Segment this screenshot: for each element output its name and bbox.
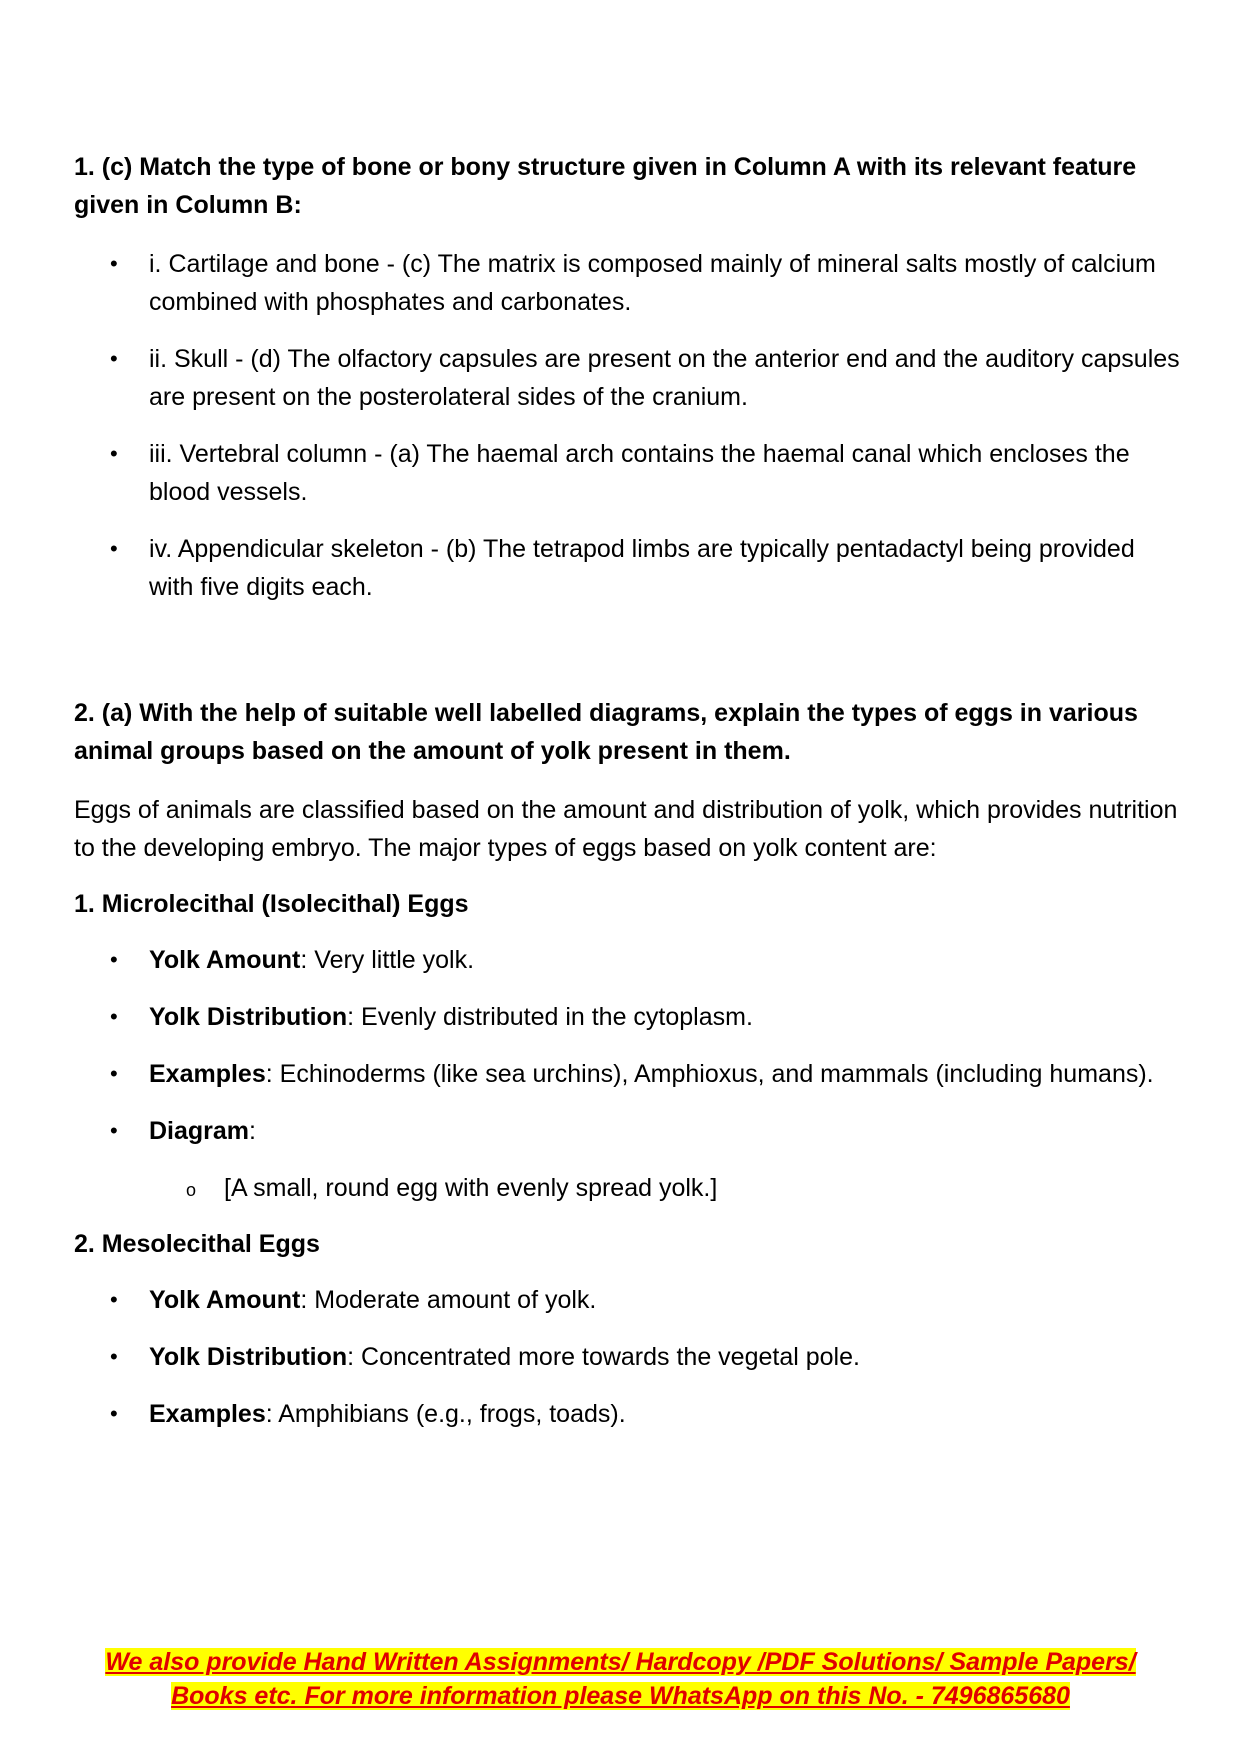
list-item: • iii. Vertebral column - (a) The haemal arch contains the haemal canal which encloses the blood vessels.	[74, 435, 1184, 511]
question-2-intro: Eggs of animals are classified based on the amount and distribution of yolk, which provides nutrition to the developing embryo. The major types of eggs based on yolk content are:	[74, 796, 1178, 862]
list-item	[74, 1112, 1184, 1207]
item-text: : Very little yolk.	[300, 946, 475, 974]
promo-footer	[0, 1645, 1241, 1713]
question-1-heading: 1. (c) Match the type of bone or bony structure given in Column A with its relevant feature given in Column B:	[74, 153, 1137, 219]
microlecithal-list	[74, 941, 1184, 1207]
diagram-note: o [A small, round egg with evenly spread yolk.]	[74, 1169, 1184, 1207]
section-spacer	[74, 624, 1184, 694]
diagram-sublist	[74, 1169, 1184, 1207]
item-label: Yolk Distribution	[149, 1343, 348, 1371]
list-item: • ii. Skull - (d) The olfactory capsules are present on the anterior end and the auditory capsules are present on the posterolateral sides of the cranium.	[74, 340, 1184, 416]
promo-line-2: Books etc. For more information please WhatsApp on this No. - 7496865680	[171, 1682, 1070, 1710]
item-label: Yolk Distribution	[149, 1003, 348, 1031]
item-text: : Echinoderms (like sea urchins), Amphioxus, and mammals (including humans).	[265, 1060, 1154, 1088]
item-text: : Evenly distributed in the cytoplasm.	[347, 1003, 753, 1031]
item-label: Diagram	[149, 1117, 250, 1145]
mesolecithal-list	[74, 1281, 1184, 1433]
item-label: Yolk Amount	[149, 1286, 301, 1314]
section-heading-microlecithal: 1. Microlecithal (Isolecithal) Eggs	[74, 890, 469, 918]
document-body	[74, 148, 1184, 1451]
section-heading-mesolecithal: 2. Mesolecithal Eggs	[74, 1230, 320, 1258]
item-text: :	[249, 1117, 256, 1145]
item-text: : Amphibians (e.g., frogs, toads).	[265, 1400, 626, 1428]
list-item	[74, 1281, 1184, 1319]
list-item: • iv. Appendicular skeleton - (b) The tetrapod limbs are typically pentadactyl being provided with five digits each.	[74, 530, 1184, 606]
list-item	[74, 998, 1184, 1036]
question-2-heading: 2. (a) With the help of suitable well labelled diagrams, explain the types of eggs in various animal groups based on the amount of yolk present in them.	[74, 699, 1138, 765]
item-text: : Concentrated more towards the vegetal pole.	[347, 1343, 860, 1371]
item-label: Yolk Amount	[149, 946, 301, 974]
item-label: Examples	[149, 1060, 266, 1088]
list-item	[74, 1055, 1184, 1093]
list-item: • i. Cartilage and bone - (c) The matrix is composed mainly of mineral salts mostly of calcium combined with phosphates and carbonates.	[74, 245, 1184, 321]
list-item	[74, 1395, 1184, 1433]
question-1-answer-list	[74, 245, 1184, 606]
list-item	[74, 1338, 1184, 1376]
promo-line-1: We also provide Hand Written Assignments/ Hardcopy /PDF Solutions/ Sample Papers/	[105, 1648, 1136, 1676]
item-label: Examples	[149, 1400, 266, 1428]
list-item	[74, 941, 1184, 979]
item-text: : Moderate amount of yolk.	[300, 1286, 597, 1314]
